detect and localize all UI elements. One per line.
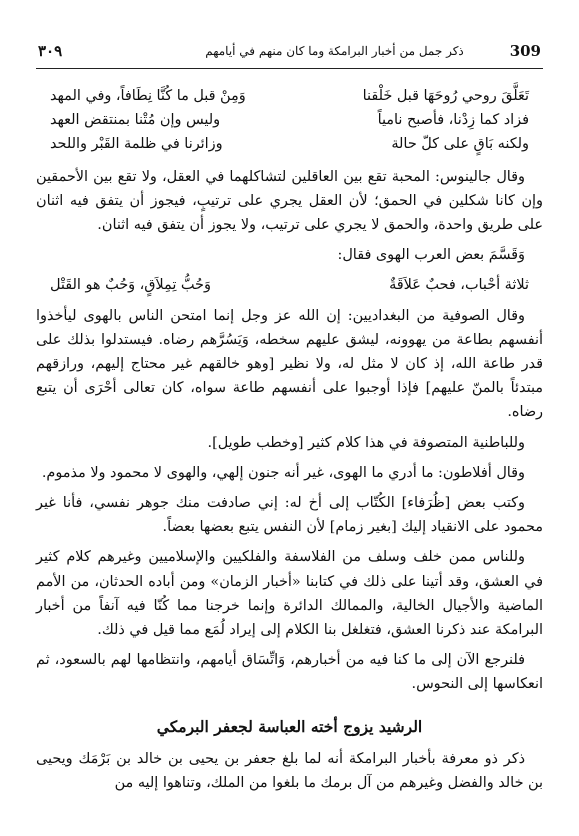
hemistich-first: ولكنه بَاقٍ على كلّ حالة [391,136,529,153]
poem-line [36,84,543,108]
poem-line [36,132,543,156]
section-heading: الرشيد يزوج أخته العباسة لجعفر البرمكي [156,716,423,736]
page-number-latin: 309 [509,42,541,60]
paragraph-people: وللناس ممن خلف وسلف من الفلاسفة والفلكيين والإسلاميين وغيرهم كلام كثير في العشق، وقد أتينا على ذلك في كتابنا «أخبار الزمان» ومن أباده الحدثان، من الأمم الماضية والأجيال الخالية، والممالك الدائرة وإنما خرجنا مما كُنّا فيه آنفاً من أخبار البرامكة عند ذكرنا العشق، فتغلغل بنا الكلام إلى إيراد لُمَع مما قيل في ذلك. [36,549,543,638]
hemistich-first: فزاد كما زِدْنا، فأصبح نامياً [377,112,529,129]
paragraph-batiniya: وللباطنية المتصوفة في هذا كلام كثير [وخطب طويل]. [207,434,525,451]
hemistich-second: وَحُبُّ تِمِلاَقٍ، وَحُبٌ هو القَتْل [50,277,211,294]
paragraph-arabs: وَقَسَّمَ بعض العرب الهوى فقال: [337,247,525,264]
paragraph-last: ذكر ذو معرفة بأخبار البرامكة أنه لما بلغ جعفر بن يحيى بن خالد بن بَرْمَك ويحيى بن خالد والفضل وغيرهم من آل برمك ما بلغوا من الملك، وتناهوا إليه من [36,750,543,792]
page-header [36,38,543,69]
hemistich-first: ثلاثة أحْباب، فحبٌ عَلاَقَةٌ [389,277,529,294]
hemistich-first: تَعَلَّقَ روحي رُوحَهَا قبل خَلْقنا [362,88,529,104]
hemistich-second: وزائرنا في ظلمة القَبْر واللحد [50,136,223,153]
page-body [36,84,543,801]
paragraph-sufi: وقال الصوفية من البغداديين: إن الله عز وجل إنما امتحن الناس بالهوى ليأخذوا أنفسهم بطاعة من يهوونه، ليشق عليهم سخطه، وَيَسُرَّهم رضاه. فيستدلوا بذلك على قدر طاعة الله، إذ كان لا مثل له، ولا نظير [وهو خالقهم غير محتاج إليهم، ورازقهم مبتدئاً بالمنّ عليهم] فإذا أوجبوا على أنفسهم طاعة سواه، كان تعالى أحْرَى أن يتبع رضاه. [36,307,543,421]
page-number-arabic: ٣٠٩ [38,42,63,60]
hemistich-second: وليس وإن مُتْنا بمنتقض العهد [50,112,221,129]
paragraph-plato: وقال أفلاطون: ما أدري ما الهوى، غير أنه جنون إلهي، والهوى لا محمود ولا مذموم. [41,464,525,481]
hemistich-second: وَمِنْ قبل ما كُنَّا نِطَافاً، وفي المهد [50,88,246,104]
poem-line [36,108,543,132]
paragraph-return: فلنرجع الآن إلى ما كنا فيه من أخبارهم، وَاتِّسَاق أيامهم، وانتظامها لهم بالسعود، ثم انعكاسها إلى النحوس. [36,652,543,693]
paragraph-galen: وقال جالينوس: المحبة تقع بين العاقلين لتشاكلهما في العقل، ولا تقع بين الأحمقين وإن كانا شكلين في الحمق؛ لأن العقل يجري على ترتيبٍ، فيجوز أن يتفق فيه اثنان على طريق واحدة، والحمق لا يجري على ترتيب، ولا يجوز أن يتفق فيه اثنان. [36,168,543,233]
paragraph-zurafa: وكتب بعض [ظُرَفاء] الكُتّاب إلى أخ له: إني صادفت منك جوهر نفسي، فأنا غير محمود على الانقياد إليك [بغير زمام] لأن النفس يتبع بعضها بعضاً. [36,494,543,536]
running-title: ذكر جمل من أخبار البرامكة وما كان منهم في أيامهم [205,44,464,58]
poem-line [36,273,543,297]
